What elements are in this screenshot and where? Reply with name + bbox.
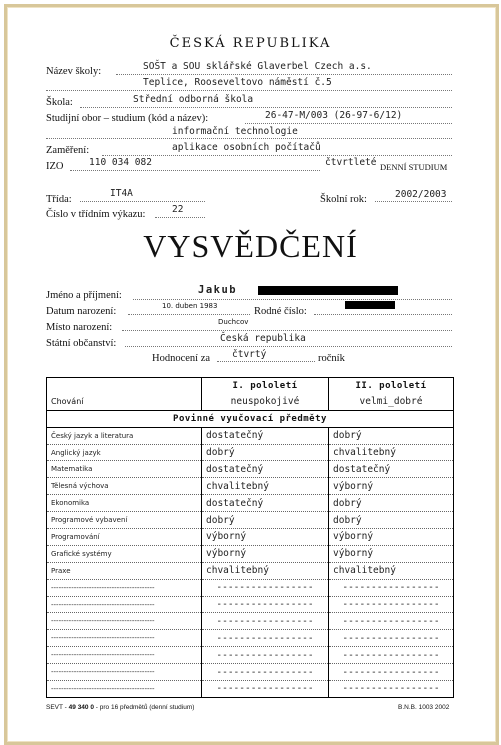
- subject-name: Tělesná výchova: [47, 478, 202, 495]
- grade-second-term: výborný: [329, 529, 454, 546]
- empty-subject-row: [47, 613, 454, 630]
- subject-name: Ekonomika: [47, 495, 202, 512]
- empty-grade-second-term: -----------------: [329, 613, 454, 630]
- subject-name: Praxe: [47, 562, 202, 579]
- evaluation-value: čtvrtý: [232, 349, 267, 360]
- empty-grade-second-term: -----------------: [329, 596, 454, 613]
- dotted-line: [80, 107, 452, 108]
- document-title: VYSVĚDČENÍ: [143, 228, 358, 264]
- empty-grade-first-term: -----------------: [202, 664, 329, 681]
- grade-second-term: dobrý: [329, 427, 454, 444]
- empty-subject-row: [47, 681, 454, 698]
- footer-right: B.N.B. 1003 2002: [398, 704, 450, 711]
- behavior-first-term: neuspokojivé: [202, 394, 329, 410]
- grade-second-term: dobrý: [329, 495, 454, 512]
- citizenship-value: Česká republika: [220, 333, 306, 344]
- class-label: Třída:: [46, 194, 72, 205]
- grade-second-term: dostatečný: [329, 461, 454, 478]
- class-value: IT4A: [110, 188, 133, 199]
- dotted-line: [46, 90, 452, 91]
- program-name: informační technologie: [172, 126, 298, 137]
- study-form-suffix: DENNÍ STUDIUM: [380, 162, 448, 172]
- footer-left: [46, 704, 194, 711]
- empty-subject-row: [47, 579, 454, 596]
- footer-code: 49 340 0: [68, 704, 94, 711]
- subject-row: [47, 444, 454, 461]
- izo-label: IZO: [46, 161, 64, 172]
- subject-row: [47, 512, 454, 529]
- school-type-label: Škola:: [46, 97, 73, 108]
- footer-suffix: - pro 16 předmětů (denní studium): [95, 704, 195, 711]
- grade-first-term: chvalitebný: [202, 562, 329, 579]
- subject-row: [47, 545, 454, 562]
- grade-first-term: dostatečný: [202, 427, 329, 444]
- behavior-row: [47, 394, 454, 410]
- subject-name: Český jazyk a literatura: [47, 427, 202, 444]
- grades-table: [46, 377, 454, 698]
- evaluation-label: Hodnocení za: [152, 353, 211, 364]
- grade-first-term: dostatečný: [202, 461, 329, 478]
- citizenship-label: Státní občanství:: [46, 338, 117, 349]
- dotted-line: [375, 201, 452, 202]
- empty-grade-first-term: -----------------: [202, 596, 329, 613]
- empty-subject-row: [47, 630, 454, 647]
- dotted-line: [116, 74, 452, 75]
- subject-row: [47, 461, 454, 478]
- grade-second-term: chvalitebný: [329, 562, 454, 579]
- redacted-birth-number: [345, 301, 395, 309]
- dotted-line: [125, 346, 452, 347]
- grade-first-term: dobrý: [202, 444, 329, 461]
- subject-name: Programování: [47, 529, 202, 546]
- dotted-line: [46, 138, 452, 139]
- grade-first-term: výborný: [202, 545, 329, 562]
- register-number-label: Číslo v třídním výkazu:: [46, 209, 146, 220]
- focus-label: Zaměření:: [46, 145, 90, 156]
- footer-prefix: SEVT -: [46, 704, 67, 711]
- subject-row: [47, 529, 454, 546]
- subject-row: [47, 562, 454, 579]
- subject-name: Programové vybavení: [47, 512, 202, 529]
- empty-subject-name: -----------------------------------------: [47, 630, 202, 647]
- grade-first-term: výborný: [202, 529, 329, 546]
- empty-subject-name: -----------------------------------------: [47, 664, 202, 681]
- section-title: Povinné vyučovací předměty: [47, 410, 454, 427]
- program-code: 26-47-M/003 (26-97-6/12): [265, 110, 403, 121]
- subject-row: [47, 427, 454, 444]
- empty-subject-name: -----------------------------------------: [47, 681, 202, 698]
- grade-second-term: výborný: [329, 545, 454, 562]
- header-empty-cell: [47, 378, 202, 394]
- focus-value: aplikace osobních počítačů: [172, 142, 321, 153]
- school-name-line1: SOŠT a SOU sklářské Glaverbel Czech a.s.: [143, 61, 372, 72]
- subject-row: [47, 495, 454, 512]
- subject-name: Matematika: [47, 461, 202, 478]
- dotted-line: [217, 361, 315, 362]
- empty-grade-second-term: -----------------: [329, 579, 454, 596]
- dob-value: 10. duben 1983: [162, 302, 218, 310]
- grade-first-term: dobrý: [202, 512, 329, 529]
- study-form-value: čtvrtleté: [325, 157, 377, 168]
- empty-grade-first-term: -----------------: [202, 630, 329, 647]
- dotted-line: [314, 314, 452, 315]
- student-name-value: Jakub: [198, 284, 238, 296]
- pob-value: Duchcov: [218, 318, 249, 326]
- subject-name: Grafické systémy: [47, 545, 202, 562]
- subject-name: Anglický jazyk: [47, 444, 202, 461]
- school-year-value: 2002/2003: [395, 189, 447, 200]
- dotted-line: [155, 217, 205, 218]
- grade-second-term: chvalitebný: [329, 444, 454, 461]
- empty-subject-row: [47, 647, 454, 664]
- school-name-label: Název školy:: [46, 66, 102, 77]
- country-heading: ČESKÁ REPUBLIKA: [169, 36, 332, 51]
- empty-grade-second-term: -----------------: [329, 630, 454, 647]
- student-name-label: Jméno a příjmení:: [46, 290, 122, 301]
- section-row: [47, 410, 454, 427]
- empty-subject-row: [47, 664, 454, 681]
- evaluation-suffix: ročník: [318, 353, 345, 364]
- birth-number-label: Rodné číslo:: [254, 306, 307, 317]
- grade-second-term: dobrý: [329, 512, 454, 529]
- empty-subject-name: -----------------------------------------: [47, 596, 202, 613]
- empty-subject-name: -----------------------------------------: [47, 579, 202, 596]
- header-second-term: II. pololetí: [355, 380, 427, 391]
- dotted-line: [80, 201, 205, 202]
- empty-subject-name: -----------------------------------------: [47, 613, 202, 630]
- dotted-line: [122, 330, 452, 331]
- dotted-line: [70, 170, 320, 171]
- pob-label: Místo narození:: [46, 322, 113, 333]
- school-name-line2: Teplice, Rooseveltovo náměstí č.5: [143, 77, 332, 88]
- redacted-surname: [258, 286, 398, 295]
- header-first-term: I. pololetí: [202, 378, 329, 394]
- empty-grade-first-term: -----------------: [202, 613, 329, 630]
- subject-row: [47, 478, 454, 495]
- empty-grade-second-term: -----------------: [329, 681, 454, 698]
- empty-grade-first-term: -----------------: [202, 579, 329, 596]
- empty-grade-first-term: -----------------: [202, 681, 329, 698]
- empty-subject-name: -----------------------------------------: [47, 647, 202, 664]
- behavior-second-term: velmi_dobré: [329, 394, 454, 410]
- empty-grade-second-term: -----------------: [329, 647, 454, 664]
- dotted-line: [133, 299, 452, 300]
- school-year-label: Školní rok:: [320, 194, 367, 205]
- table-header-row: [47, 378, 454, 394]
- empty-grade-first-term: -----------------: [202, 647, 329, 664]
- dotted-line: [102, 155, 452, 156]
- dob-label: Datum narození:: [46, 306, 117, 317]
- grade-first-term: dostatečný: [202, 495, 329, 512]
- izo-value: 110 034 082: [89, 157, 152, 168]
- behavior-label: Chování: [47, 394, 202, 410]
- dotted-line: [128, 314, 250, 315]
- empty-grade-second-term: -----------------: [329, 664, 454, 681]
- grade-first-term: chvalitebný: [202, 478, 329, 495]
- register-number-value: 22: [172, 204, 184, 215]
- grade-second-term: výborný: [329, 478, 454, 495]
- empty-subject-row: [47, 596, 454, 613]
- dotted-line: [245, 123, 452, 124]
- program-label: Studijní obor – studium (kód a název):: [46, 113, 209, 124]
- school-type-value: Střední odborná škola: [133, 94, 254, 105]
